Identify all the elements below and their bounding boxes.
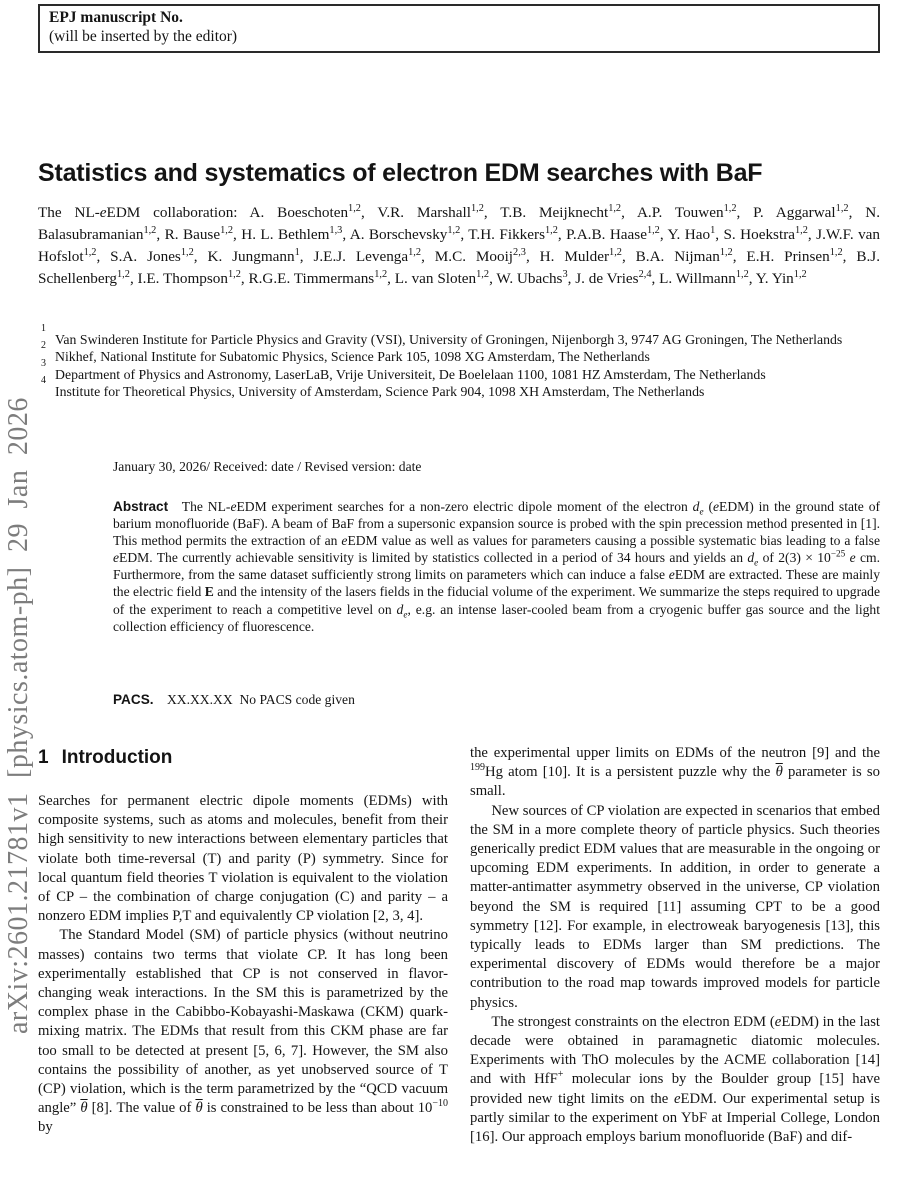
paragraph: New sources of CP violation are expected in scenarios that embed the SM in a more complete theory of particle physics. Such theories generically predict EDM values that are measurable in the ongoing or upcoming EDM experiments. In addition, in order to generate a matter-antimatter asymmetry observed in the universe, CP violation beyond the SM is required [11] assuming CPT to be a good symmetry [12]. For example, in electroweak baryogenesis [13], this typically leads to EDMs larger than SM predictions. The experimental discovery of EDMs would therefore be a major contribution to the road map towards improved models for particle physics. xyxy=(470,802,880,1011)
section-heading-introduction xyxy=(38,744,448,769)
body-columns xyxy=(38,744,880,1200)
affiliation-list xyxy=(38,323,880,401)
arxiv-watermark: arXiv:2601.21781v1 [physics.atom-ph] 29 Jan 2026 xyxy=(3,397,34,1034)
section-label: Introduction xyxy=(61,747,173,768)
dateline: January 30, 2026/ Received: date / Revised version: date xyxy=(113,459,422,474)
affiliation-text: Institute for Theoretical Physics, University of Amsterdam, Science Park 904, 1098 XH Amsterdam, The Netherlands xyxy=(55,384,705,400)
pacs-text: XX.XX.XX No PACS code given xyxy=(166,692,355,707)
right-column xyxy=(470,744,880,1200)
affiliation-text: Nikhef, National Institute for Subatomic Physics, Science Park 105, 1098 XG Amsterdam, The Netherlands xyxy=(55,349,650,365)
affiliation-item: 1 Van Swinderen Institute for Particle Physics and Gravity (VSI), University of Groningen, Nijenborgh 3, 9747 AG Groningen, The Netherlands xyxy=(41,323,843,347)
affiliation-text: Department of Physics and Astronomy, LaserLaB, Vrije Universiteit, De Boelelaan 1100, 1081 HZ Amsterdam, The Netherlands xyxy=(55,366,766,382)
left-column xyxy=(38,744,448,1200)
paragraph: the experimental upper limits on EDMs of the neutron [9] and the $^{199}$Hg atom [10]. It is a persistent puzzle why the $\overline{\theta}$ parameter is so small. xyxy=(470,745,880,800)
author-list: The NL-eEDM collaboration: A. Boeschoten$^{1,2}$, V.R. Marshall$^{1,2}$, T.B. Meijknecht$^{1,2}$, A.P. Touwen$^{1,2}$, P. Aggarwal$^{1,2}$, N. Balasubramanian$^{1,2}$, R. Bause$^{1,2}$, H. L. Bethlem$^{1,3}$, A. Borschevsky$^{1,2}$, T.H. Fikkers$^{1,2}$, P.A.B. Haase$^{1,2}$, Y. Hao$^1$, S. Hoekstra$^{1,2}$, J.W.F. van Hofslot$^{1,2}$, S.A. Jones$^{1,2}$, K. Jungmann$^1$, J.E.J. Levenga$^{1,2}$, M.C. Mooij$^{2,3}$, H. Mulder$^{1,2}$, B.A. Nijman$^{1,2}$, E.H. Prinsen$^{1,2}$, B.J. Schellenberg$^{1,2}$, I.E. Thompson$^{1,2}$, R.G.E. Timmermans$^{1,2}$, L. van Sloten$^{1,2}$, W. Ubachs$^3$, J. de Vries$^{2,4}$, L. Willmann$^{1,2}$, Y. Yin$^{1,2}$ xyxy=(38,202,881,287)
affiliation-item: 2 Nikhef, National Institute for Subatomic Physics, Science Park 105, 1098 XG Amsterdam, The Netherlands xyxy=(41,340,650,365)
abstract-text: The NL-eEDM experiment searches for a non-zero electric dipole moment of the electron $d_e$ (eEDM) in the ground state of barium monofluoride (BaF). A beam of BaF from a supersonic expansion source is probed with the spin precession method presented in [1]. This method permits the extraction of an eEDM value as well as values for parameters causing a possible systematic bias leading to a false eEDM. The currently achievable sensitivity is limited by statistics collected in a period of 34 hours and yields an $d_e$ of $2(3) \times 10^{-25}$ e cm. Furthermore, from the same dataset sufficiently strong limits on parameters which can induce a false eEDM are extracted. These are mainly the electric field E and the intensity of the lasers fields in the fiducial volume of the experiment. We summarize the steps required to upgrade of the experiment to reach a competitive level on $d_e$, e.g. an intense laser-cooled beam from a cryogenic buffer gas source and the light collection efficiency of fluorescence. xyxy=(113,499,881,634)
manuscript-no-subtitle: (will be inserted by the editor) xyxy=(49,28,238,45)
affiliation-item: 3 Department of Physics and Astronomy, LaserLaB, Vrije Universiteit, De Boelelaan 1100, 1081 HZ Amsterdam, The Netherlands xyxy=(41,357,766,382)
manuscript-no-box xyxy=(38,4,880,53)
abstract-block xyxy=(113,498,880,635)
abstract-label: Abstract xyxy=(113,499,169,514)
paragraph: Searches for permanent electric dipole moments (EDMs) with composite systems, such as atoms and molecules, benefit from their high sensitivity to new interactions between elementary particles that violate both time-reversal (T) and parity (P) symmetry. Since for local quantum field theories T violation is equivalent to the violation of CP – the combination of charge conjugation (C) and parity – a nonzero EDM implies P,T and equivalently CP violation [2, 3, 4]. xyxy=(38,793,448,925)
paragraph: The strongest constraints on the electron EDM (eEDM) in the last decade were obtained in paramagnetic diatomic molecules. Experiments with ThO molecules by the ACME collaboration [14] and with HfF+ molecular ions by the Boulder group [15] have provided new tight limits on the eEDM. Our experimental setup is partly similar to the experiment on YbF at Imperial College, London [16]. Our approach employs barium monofluoride (BaF) and dif- xyxy=(470,1013,880,1146)
section-number: 1 xyxy=(38,747,49,768)
manuscript-no-title: EPJ manuscript No. xyxy=(49,9,183,26)
affiliation-item: 4 Institute for Theoretical Physics, University of Amsterdam, Science Park 904, 1098 XH Amsterdam, The Netherlands xyxy=(41,375,705,400)
pacs-line xyxy=(113,692,355,708)
affiliation-text: Van Swinderen Institute for Particle Physics and Gravity (VSI), University of Groningen, Nijenborgh 3, 9747 AG Groningen, The Netherlands xyxy=(55,332,843,347)
paragraph: The Standard Model (SM) of particle physics (without neutrino masses) contains two terms that violate CP. It has long been experimentally established that CP is not conserved in flavor-changing weak interactions. In the SM this is parametrized by the complex phase in the Cabibbo-Kobayashi-Maskawa (CKM) quark-mixing matrix. The EDMs that result from this CKM phase are far too small to be detected at present [5, 6, 7]. However, the SM also contains the possibility of another, as yet unobserved source of T (CP) violation, which is the term parametrized by the “QCD vacuum angle” $\overline{\theta}$ [8]. The value of $\overline{\theta}$ is constrained to be less than about $10^{-10}$ by xyxy=(38,927,448,1136)
paper-title: Statistics and systematics of electron EDM searches with BaF xyxy=(38,159,763,187)
pacs-label: PACS. xyxy=(113,692,154,707)
